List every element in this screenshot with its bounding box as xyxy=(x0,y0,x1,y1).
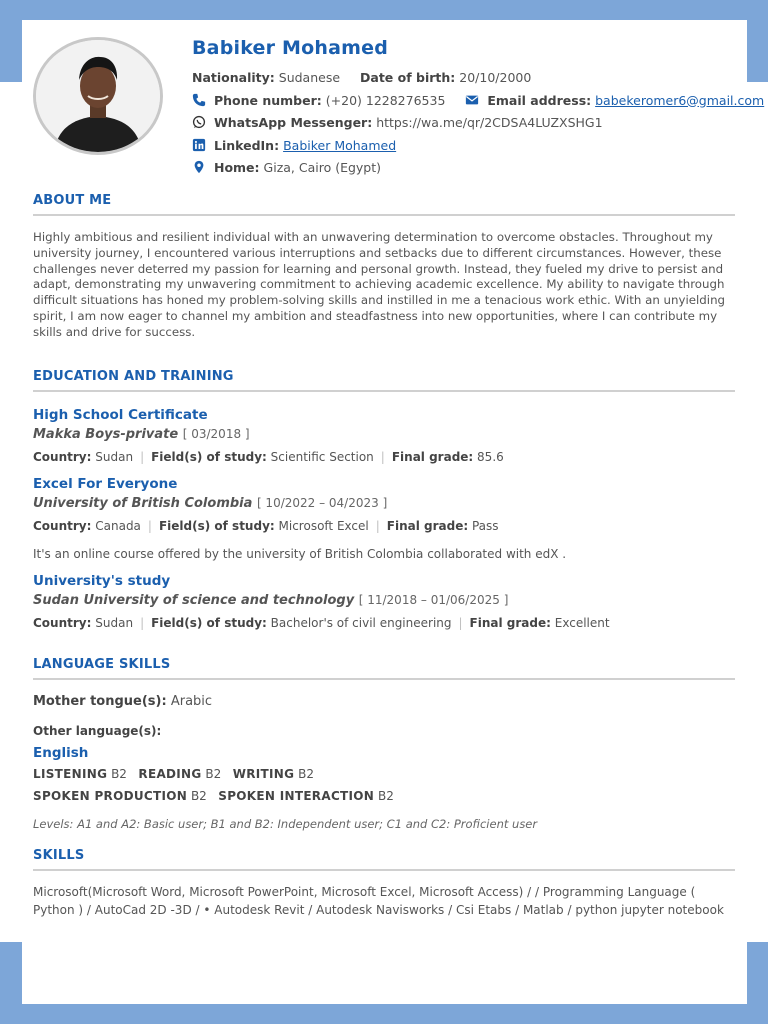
language-title: LANGUAGE SKILLS xyxy=(33,656,735,680)
entry-organisation: Sudan University of science and technology [ 11/2018 – 01/06/2025 ] xyxy=(33,593,509,608)
nationality-value: Sudanese xyxy=(278,70,341,85)
email-link[interactable]: babekeromer6@gmail.com xyxy=(595,92,765,108)
entry-date: [ 11/2018 – 01/06/2025 ] xyxy=(358,593,509,607)
linkedin-line xyxy=(192,135,742,158)
linkedin-label: LinkedIn: xyxy=(213,137,280,153)
dob-value: 20/10/2000 xyxy=(459,70,532,85)
entry-title: University's study xyxy=(33,573,171,589)
entry-meta: Country: Canada | Field(s) of study: Microsoft Excel | Final grade: Pass xyxy=(33,519,499,533)
entry-meta: Country: Sudan | Field(s) of study: Bachelor's of civil engineering | Final grade: Excellent xyxy=(33,616,610,630)
language-name: English xyxy=(33,745,89,761)
education-entry xyxy=(33,572,735,632)
personal-info-line xyxy=(192,67,742,90)
whatsapp-value[interactable]: https://wa.me/qr/2CDSA4LUZXSHG1 xyxy=(376,115,603,130)
header xyxy=(192,35,765,180)
education-title: EDUCATION AND TRAINING xyxy=(33,368,735,392)
entry-meta: Country: Sudan | Field(s) of study: Scientific Section | Final grade: 85.6 xyxy=(33,450,504,464)
contact-line xyxy=(192,90,765,113)
about-title: ABOUT ME xyxy=(33,192,735,216)
entry-date: [ 03/2018 ] xyxy=(182,427,250,441)
language-levels-row: LISTENING B2 READING B2 WRITING B2 xyxy=(33,767,315,781)
home-line xyxy=(192,157,742,180)
whatsapp-icon xyxy=(192,115,206,129)
mother-tongue: Mother tongue(s): Arabic xyxy=(33,694,213,709)
about-section xyxy=(33,192,735,341)
skills-text: Microsoft(Microsoft Word, Microsoft PowerPoint, Microsoft Excel, Microsoft Access) / / Programming Language ( Python ) / AutoCad 2D -3D / • Autodesk Revit / Autodesk Navisworks / Csi Etabs / Matlab / python jupyter notebook xyxy=(33,885,724,917)
email-label: Email address: xyxy=(487,92,592,108)
language-section xyxy=(33,656,735,833)
dob-label: Date of birth: xyxy=(360,70,456,85)
entry-note: It's an online course offered by the university of British Colombia collaborated with edX . xyxy=(33,547,567,561)
education-entry xyxy=(33,406,735,466)
location-icon xyxy=(192,160,206,174)
entry-organisation: University of British Colombia [ 10/2022 – 04/2023 ] xyxy=(33,496,388,511)
skills-section xyxy=(33,847,735,919)
phone-icon xyxy=(192,93,206,107)
email-icon xyxy=(465,93,479,107)
entry-title: High School Certificate xyxy=(33,407,208,423)
candidate-name: Babiker Mohamed xyxy=(192,37,389,59)
levels-note: Levels: A1 and A2: Basic user; B1 and B2: Independent user; C1 and C2: Proficient user xyxy=(33,817,538,831)
profile-photo xyxy=(33,37,163,155)
home-value: Giza, Cairo (Egypt) xyxy=(263,160,382,175)
entry-organisation: Makka Boys-private [ 03/2018 ] xyxy=(33,427,250,442)
about-text: Highly ambitious and resilient individual with an unwavering determination to overcome obstacles. Throughout my university journey, I encountered various interruptions and setbacks due to different circumstances. However, these challenges never deterred my passion for learning and personal growth. Instead, they fueled my drive to persist and adapt, demonstrating my unwavering commitment to achieving academic excellence. My ability to navigate through difficult situations has honed my problem-solving skills and instilled in me a tenacious work ethic. With an unyielding spirit, I am now eager to channel my ambition and steadfastness into new opportunities, where I can contribute my skills and drive for success. xyxy=(33,230,726,339)
education-entry xyxy=(33,475,735,563)
home-label: Home: xyxy=(213,160,260,175)
entry-date: [ 10/2022 – 04/2023 ] xyxy=(256,496,388,510)
entry-title: Excel For Everyone xyxy=(33,476,178,492)
education-section xyxy=(33,368,735,632)
skills-title: SKILLS xyxy=(33,847,735,871)
nationality-label: Nationality: xyxy=(192,70,275,85)
whatsapp-label: WhatsApp Messenger: xyxy=(213,115,373,130)
linkedin-icon xyxy=(192,138,206,152)
other-languages-label: Other language(s): xyxy=(33,724,162,738)
language-spoken-row: SPOKEN PRODUCTION B2 SPOKEN INTERACTION B2 xyxy=(33,789,394,803)
linkedin-link[interactable]: Babiker Mohamed xyxy=(283,137,397,153)
whatsapp-line xyxy=(192,112,742,135)
phone-label: Phone number: xyxy=(213,92,322,108)
phone-value: (+20) 1228276535 xyxy=(325,92,446,108)
cv-page xyxy=(22,20,765,1004)
